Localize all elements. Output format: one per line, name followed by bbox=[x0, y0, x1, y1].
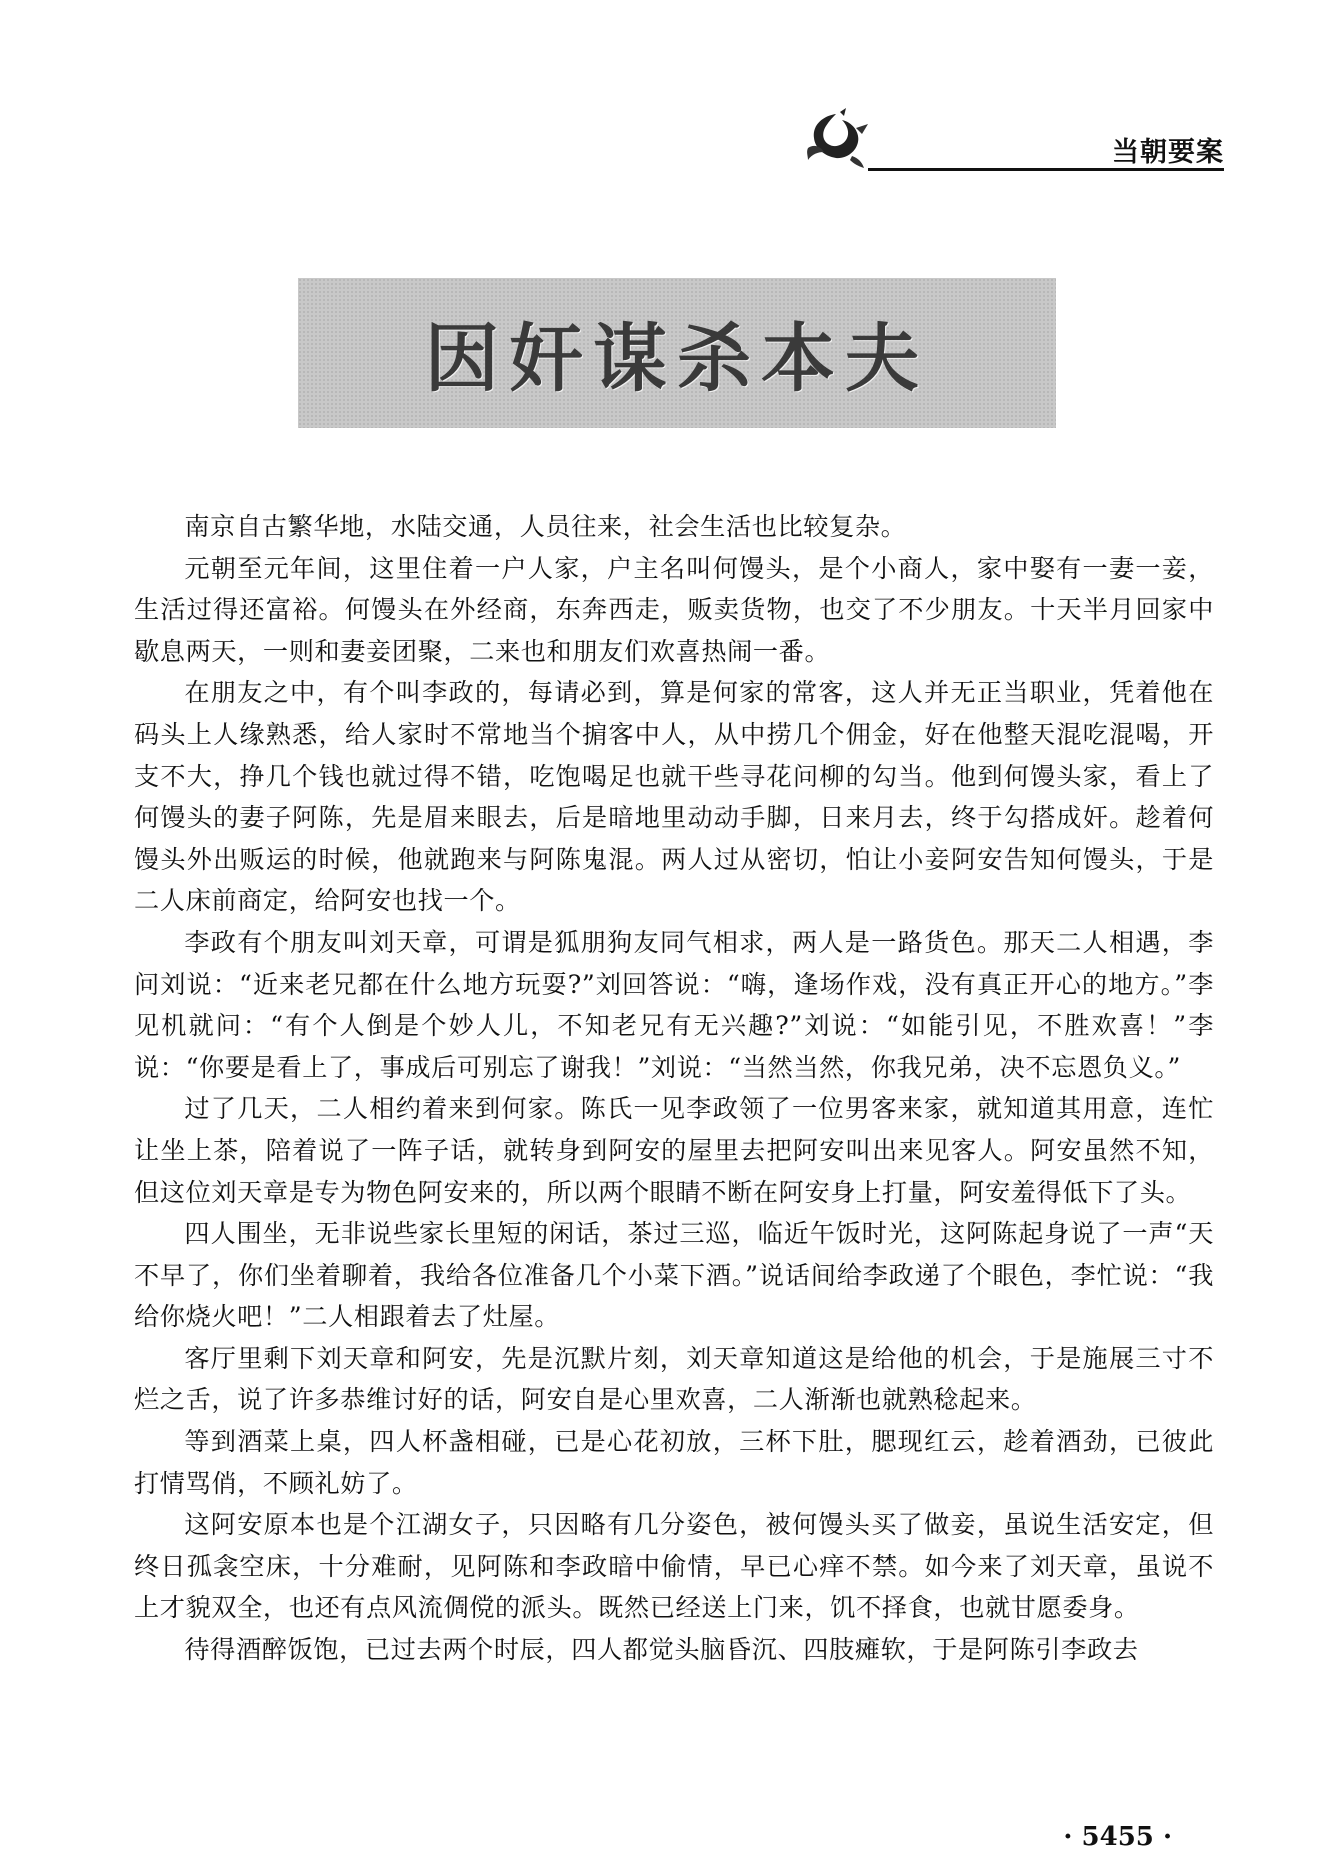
section-name: 当朝要案 bbox=[1112, 137, 1224, 168]
title-banner bbox=[298, 278, 1056, 428]
paragraph: 李政有个朋友叫刘天章，可谓是狐朋狗友同气相求，两人是一路货色。那天二人相遇，李问刘说：“近来老兄都在什么地方玩耍?”刘回答说：“嗨，逢场作戏，没有真正开心的地方。”李见机就问：“有个人倒是个妙人儿，不知老兄有无兴趣?”刘说：“如能引见，不胜欢喜！”李说：“你要是看上了，事成后可别忘了谢我！”刘说：“当然当然，你我兄弟，决不忘恩负义。” bbox=[134, 927, 1214, 1082]
article-title: 因奸谋杀本夫 bbox=[425, 316, 929, 402]
dragon-emblem-icon bbox=[800, 108, 872, 170]
paragraph: 四人围坐，无非说些家长里短的闲话，茶过三巡，临近午饭时光，这阿陈起身说了一声“天不早了，你们坐着聊着，我给各位准备几个小菜下酒。”说话间给李政递了个眼色，李忙说：“我给你烧火吧！”二人相跟着去了灶屋。 bbox=[134, 1219, 1214, 1332]
paragraph: 南京自古繁华地，水陆交通，人员往来，社会生活也比较复杂。 bbox=[184, 512, 907, 541]
paragraph: 待得酒醉饭饱，已过去两个时辰，四人都觉头脑昏沉、四肢瘫软，于是阿陈引李政去 bbox=[184, 1635, 1139, 1665]
running-header bbox=[780, 108, 1224, 178]
paragraph: 这阿安原本也是个江湖女子，只因略有几分姿色，被何馒头买了做妾，虽说生活安定，但终日孤衾空床，十分难耐，见阿陈和李政暗中偷情，早已心痒不禁。如今来了刘天章，虽说不上才貌双全，也还有点风流倜傥的派头。既然已经送上门来，饥不择食，也就甘愿委身。 bbox=[134, 1510, 1214, 1623]
page-number: · 5455 · bbox=[1063, 1822, 1172, 1852]
paragraph: 等到酒菜上桌，四人杯盏相碰，已是心花初放，三杯下肚，腮现红云，趁着酒劲，已彼此打情骂俏，不顾礼妨了。 bbox=[134, 1427, 1214, 1498]
paragraph: 客厅里剩下刘天章和阿安，先是沉默片刻，刘天章知道这是给他的机会，于是施展三寸不烂之舌，说了许多恭维讨好的话，阿安自是心里欢喜，二人渐渐也就熟稔起来。 bbox=[134, 1343, 1214, 1415]
paragraph: 元朝至元年间，这里住着一户人家，户主名叫何馒头，是个小商人，家中娶有一妻一妾，生活过得还富裕。何馒头在外经商，东奔西走，贩卖货物，也交了不少朋友。十天半月回家中歇息两天，一则和妻妾团聚，二来也和朋友们欢喜热闹一番。 bbox=[134, 553, 1214, 666]
paragraph: 在朋友之中，有个叫李政的，每请必到，算是何家的常客，这人并无正当职业，凭着他在码头上人缘熟悉，给人家时不常地当个掮客中人，从中捞几个佣金，好在他整天混吃混喝，开支不大，挣几个钱也就过得不错，吃饱喝足也就干些寻花问柳的勾当。他到何馒头家，看上了何馒头的妻子阿陈，先是眉来眼去，后是暗地里动动手脚，日来月去，终于勾搭成奸。趁着何馒头外出贩运的时候，他就跑来与阿陈鬼混。两人过从密切，怕让小妾阿安告知何馒头，于是二人床前商定，给阿安也找一个。 bbox=[134, 678, 1214, 916]
article-body bbox=[134, 506, 1214, 1671]
paragraph: 过了几天，二人相约着来到何家。陈氏一见李政领了一位男客来家，就知道其用意，连忙让坐上茶，陪着说了一阵子话，就转身到阿安的屋里去把阿安叫出来见客人。阿安虽然不知，但这位刘天章是专为物色阿安来的，所以两个眼睛不断在阿安身上打量，阿安羞得低下了头。 bbox=[134, 1094, 1214, 1207]
